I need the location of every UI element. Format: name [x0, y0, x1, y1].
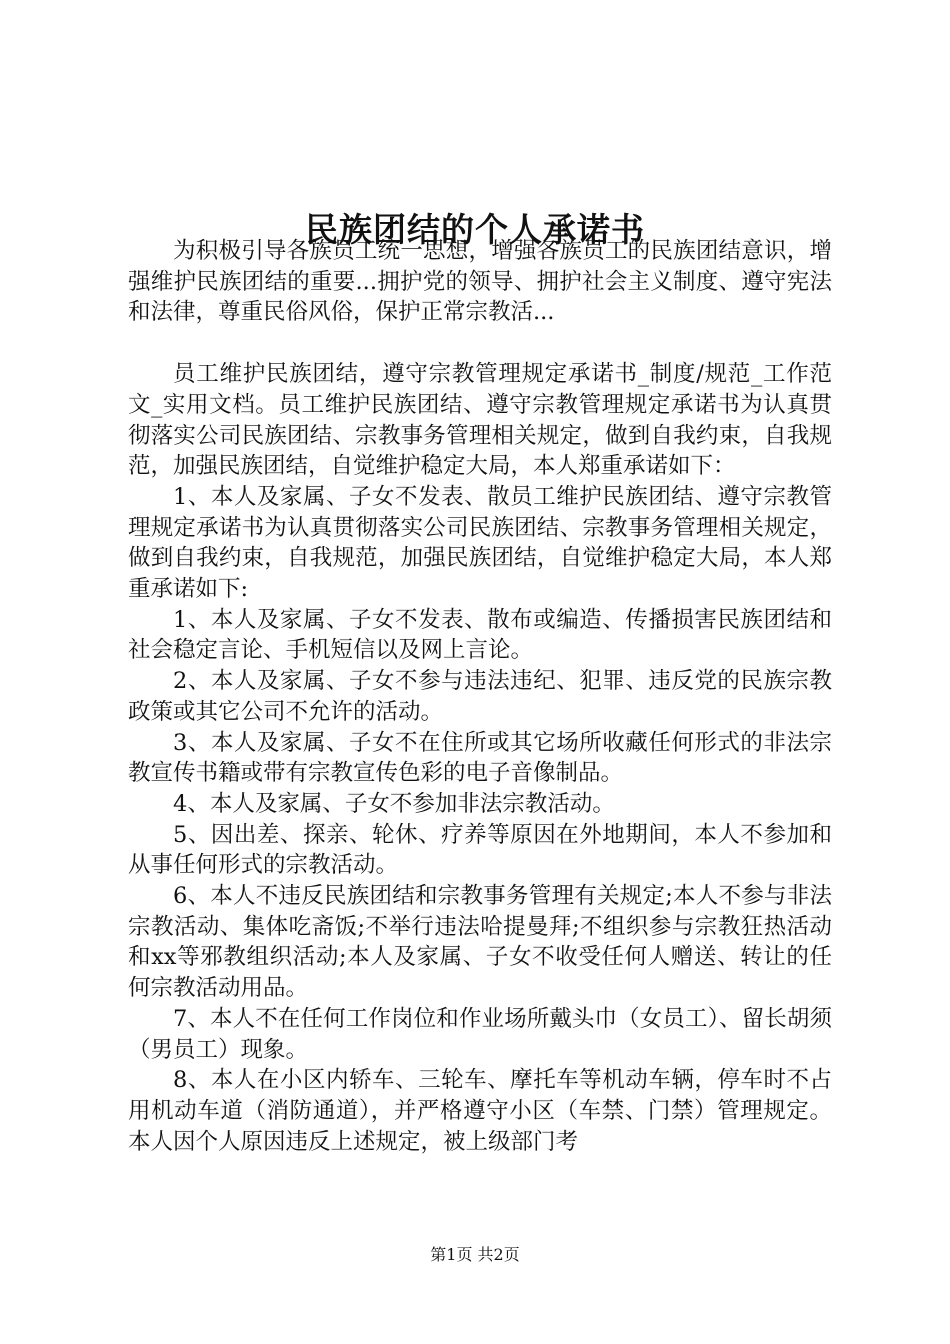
page-number-footer: 第1页 共2页 — [430, 1245, 520, 1264]
document-body — [128, 236, 832, 1157]
paragraph-item-5: 5、因出差、探亲、轮休、疗养等原因在外地期间，本人不参加和从事任何形式的宗教活动。 — [128, 821, 832, 879]
paragraph-item-6: 6、本人不违反民族团结和宗教事务管理有关规定;本人不参与非法宗教活动、集体吃斋饭;不举行违法哈提曼拜;不组织参与宗教狂热活动和xx等邪教组织活动;本人及家属、子女不收受任何人赠送、转让的任何宗教活动用品。 — [128, 883, 832, 1002]
paragraph-item-4: 4、本人及家属、子女不参加非法宗教活动。 — [173, 790, 615, 817]
paragraph-item-2: 2、本人及家属、子女不参与违法违纪、犯罪、违反党的民族宗教政策或其它公司不允许的活动。 — [128, 668, 832, 725]
paragraph-item-7: 7、本人不在任何工作岗位和作业场所戴头巾（女员工）、留长胡须（男员工）现象。 — [128, 1005, 832, 1063]
paragraph-item-3: 3、本人及家属、子女不在住所或其它场所收藏任何形式的非法宗教宣传书籍或带有宗教宣传色彩的电子音像制品。 — [128, 729, 832, 787]
document-title: 民族团结的个人承诺书 — [305, 210, 645, 250]
paragraph-gap — [128, 328, 832, 359]
paragraph-item-1a: 1、本人及家属、子女不发表、散员工维护民族团结、遵守宗教管理规定承诺书为认真贯彻落实公司民族团结、宗教事务管理相关规定，做到自我约束，自我规范，加强民族团结，自觉维护稳定大局，本人郑重承诺如下: — [128, 483, 832, 603]
intro-paragraph: 为积极引导各族员工统一思想，增强各族员工的民族团结意识，增强维护民族团结的重要...拥护党的领导、拥护社会主义制度、遵守宪法和法律，尊重民俗风俗，保护正常宗教活... — [128, 238, 832, 326]
paragraph-preamble: 员工维护民族团结，遵守宗教管理规定承诺书_制度/规范_工作范文_实用文档。员工维护民族团结、遵守宗教管理规定承诺书为认真贯彻落实公司民族团结、宗教事务管理相关规定，做到自我约束，自我规范，加强民族团结，自觉维护稳定大局，本人郑重承诺如下： — [128, 361, 832, 480]
paragraph-item-8: 8、本人在小区内轿车、三轮车、摩托车等机动车辆，停车时不占用机动车道（消防通道），并严格遵守小区（车禁、门禁）管理规定。本人因个人原因违反上述规定，被上级部门考 — [128, 1067, 832, 1155]
paragraph-item-1b: 1、本人及家属、子女不发表、散布或编造、传播损害民族团结和社会稳定言论、手机短信以及网上言论。 — [128, 606, 832, 664]
